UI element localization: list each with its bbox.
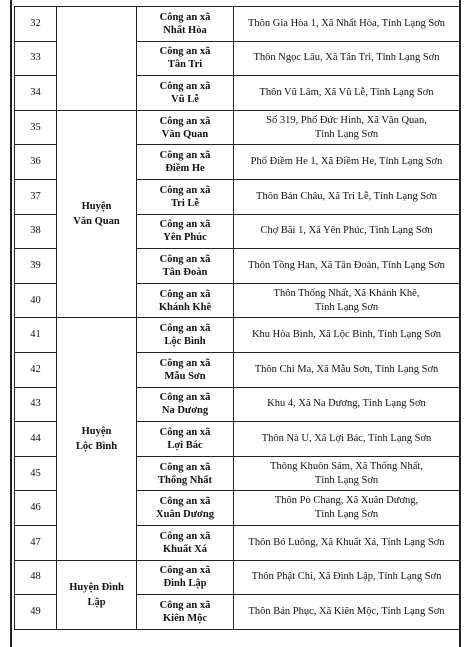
district-name	[57, 110, 137, 318]
cell-line: Thôn Chi Ma, Xã Mẫu Sơn, Tỉnh Lạng Sơn	[254, 363, 439, 375]
cell-line: Công an xã	[159, 565, 211, 577]
police-unit-name	[137, 145, 234, 180]
row-number: 36	[15, 145, 57, 180]
police-unit-name	[137, 7, 234, 42]
cell-line: Công an xã	[159, 80, 211, 92]
unit-address	[234, 560, 460, 595]
police-unit-name	[137, 110, 234, 145]
cell-line: Thôn Thống Nhất, Xã Khánh Khê,	[273, 287, 420, 299]
police-unit-name	[137, 214, 234, 249]
cell-line: Thôn Vũ Lâm, Xã Vũ Lễ, Tỉnh Lạng Sơn	[259, 86, 434, 98]
unit-address	[234, 7, 460, 42]
row-number: 43	[15, 387, 57, 422]
cell-line: Công an xã	[159, 46, 211, 58]
unit-address	[234, 283, 460, 318]
unit-address	[234, 387, 460, 422]
unit-address	[234, 179, 460, 214]
cell-line: Công an xã	[159, 288, 211, 300]
police-unit-name	[137, 491, 234, 526]
cell-line: Tỉnh Lạng Sơn	[314, 474, 379, 486]
cell-line: Khu 4, Xã Na Dương, Tỉnh Lạng Sơn	[267, 398, 426, 410]
cell-line: Huyện Đình	[69, 581, 124, 593]
cell-line: Khuất Xá	[162, 543, 208, 555]
cell-line: Điềm He	[165, 163, 205, 175]
cell-line: Công an xã	[159, 115, 211, 127]
cell-line: Tân Tri	[167, 59, 203, 71]
cell-line: Kiên Mộc	[162, 612, 208, 624]
row-number: 45	[15, 456, 57, 491]
police-unit-name	[137, 525, 234, 560]
row-number: 42	[15, 352, 57, 387]
unit-address	[234, 110, 460, 145]
district-name	[57, 560, 137, 629]
cell-line: Phố Điềm He 1, Xã Điềm He, Tỉnh Lạng Sơn	[250, 156, 443, 168]
police-unit-name	[137, 41, 234, 76]
row-number: 34	[15, 76, 57, 111]
police-unit-name	[137, 318, 234, 353]
row-number: 33	[15, 41, 57, 76]
cell-line: Xuân Dương	[156, 509, 214, 521]
cell-line: Tỉnh Lạng Sơn	[314, 509, 379, 521]
row-number: 35	[15, 110, 57, 145]
row-number: 44	[15, 422, 57, 457]
unit-address	[234, 41, 460, 76]
cell-line: Công an xã	[159, 530, 211, 542]
cell-line: Công an xã	[159, 461, 211, 473]
cell-line: Thống Nhất	[158, 474, 212, 486]
unit-address	[234, 249, 460, 284]
cell-line: Thôn Ngọc Lâu, Xã Tân Tri, Tỉnh Lạng Sơn	[253, 52, 440, 64]
district-name	[57, 7, 137, 111]
police-unit-name	[137, 456, 234, 491]
cell-line: Công an xã	[159, 150, 211, 162]
cell-line: Lập	[87, 596, 106, 608]
cell-line: Số 319, Phố Đức Hinh, Xã Văn Quan,	[266, 114, 427, 126]
row-number: 40	[15, 283, 57, 318]
police-unit-name	[137, 179, 234, 214]
police-unit-name	[137, 422, 234, 457]
cell-line: Tỉnh Lạng Sơn	[314, 301, 379, 313]
police-unit-name	[137, 560, 234, 595]
cell-line: Tri Lễ	[170, 197, 200, 209]
row-number: 48	[15, 560, 57, 595]
unit-address	[234, 145, 460, 180]
row-number: 49	[15, 595, 57, 630]
cell-line: Nhất Hòa	[163, 24, 207, 36]
table-row	[15, 7, 460, 42]
row-number: 37	[15, 179, 57, 214]
cell-line: Công an xã	[159, 392, 211, 404]
cell-line: Thôn Nà U, Xã Lợi Bác, Tỉnh Lạng Sơn	[261, 432, 432, 444]
cell-line: Vũ Lễ	[171, 93, 199, 105]
cell-line: Thôn Tồng Han, Xã Tân Đoàn, Tỉnh Lạng Sơn	[248, 259, 445, 271]
cell-line: Thôn Bó Luông, Xã Khuất Xá, Tỉnh Lạng Sơn	[248, 536, 445, 548]
cell-line: Chợ Bãi 1, Xã Yên Phúc, Tỉnh Lạng Sơn	[260, 225, 433, 237]
cell-line: Khánh Khê	[158, 301, 212, 313]
district-name	[57, 318, 137, 560]
police-unit-name	[137, 352, 234, 387]
unit-address	[234, 76, 460, 111]
cell-line: Lộc Bình	[164, 336, 206, 348]
cell-line: Thôn Gia Hòa 1, Xã Nhất Hòa, Tỉnh Lạng Sơn	[248, 17, 445, 29]
cell-line: Thôn Phật Chỉ, Xã Đình Lập, Tỉnh Lạng Sơn	[251, 571, 442, 583]
row-number: 39	[15, 249, 57, 284]
cell-line: Công an xã	[159, 11, 211, 23]
row-number: 46	[15, 491, 57, 526]
cell-line: Công an xã	[159, 357, 211, 369]
cell-line: Huyện	[81, 425, 112, 437]
cell-line: Công an xã	[159, 323, 211, 335]
table-row	[15, 318, 460, 353]
cell-line: Công an xã	[159, 219, 211, 231]
cell-line: Công an xã	[159, 599, 211, 611]
police-unit-name	[137, 249, 234, 284]
cell-line: Đình Lập	[163, 578, 207, 590]
cell-line: Yên Phúc	[163, 232, 207, 244]
police-unit-name	[137, 283, 234, 318]
unit-address	[234, 318, 460, 353]
table-row	[15, 560, 460, 595]
unit-address	[234, 595, 460, 630]
cell-line: Thôn Bản Phục, Xã Kiên Mộc, Tỉnh Lạng Sơn	[248, 605, 445, 617]
cell-line: Thôn Pò Chang, Xã Xuân Dương,	[274, 495, 419, 507]
row-number: 47	[15, 525, 57, 560]
cell-line: Na Dương	[161, 405, 209, 417]
unit-address	[234, 456, 460, 491]
cell-line: Lợi Bác	[167, 439, 203, 451]
cell-line: Văn Quan	[73, 216, 120, 228]
cell-line: Thông Khuôn Sâm, Xã Thống Nhất,	[270, 460, 423, 472]
cell-line: Huyện	[81, 201, 112, 213]
cell-line: Tân Đoàn	[162, 266, 208, 278]
cell-line: Văn Quan	[161, 128, 209, 140]
unit-address	[234, 422, 460, 457]
unit-address	[234, 214, 460, 249]
unit-address	[234, 525, 460, 560]
police-stations-table	[14, 6, 460, 630]
cell-line: Tỉnh Lạng Sơn	[314, 128, 379, 140]
page-left-border	[10, 0, 12, 647]
police-unit-name	[137, 595, 234, 630]
police-unit-name	[137, 76, 234, 111]
cell-line: Công an xã	[159, 253, 211, 265]
cell-line: Thôn Bản Châu, Xã Tri Lễ, Tỉnh Lạng Sơn	[256, 190, 437, 202]
row-number: 32	[15, 7, 57, 42]
cell-line: Công an xã	[159, 426, 211, 438]
cell-line: Công an xã	[159, 496, 211, 508]
row-number: 41	[15, 318, 57, 353]
table-row	[15, 110, 460, 145]
unit-address	[234, 352, 460, 387]
cell-line: Lộc Bình	[75, 440, 118, 452]
table-body	[15, 7, 460, 630]
cell-line: Công an xã	[159, 184, 211, 196]
row-number: 38	[15, 214, 57, 249]
cell-line: Mẫu Sơn	[164, 370, 206, 382]
cell-line: Khu Hòa Bình, Xã Lộc Bình, Tỉnh Lạng Sơn	[251, 329, 442, 341]
unit-address	[234, 491, 460, 526]
police-unit-name	[137, 387, 234, 422]
